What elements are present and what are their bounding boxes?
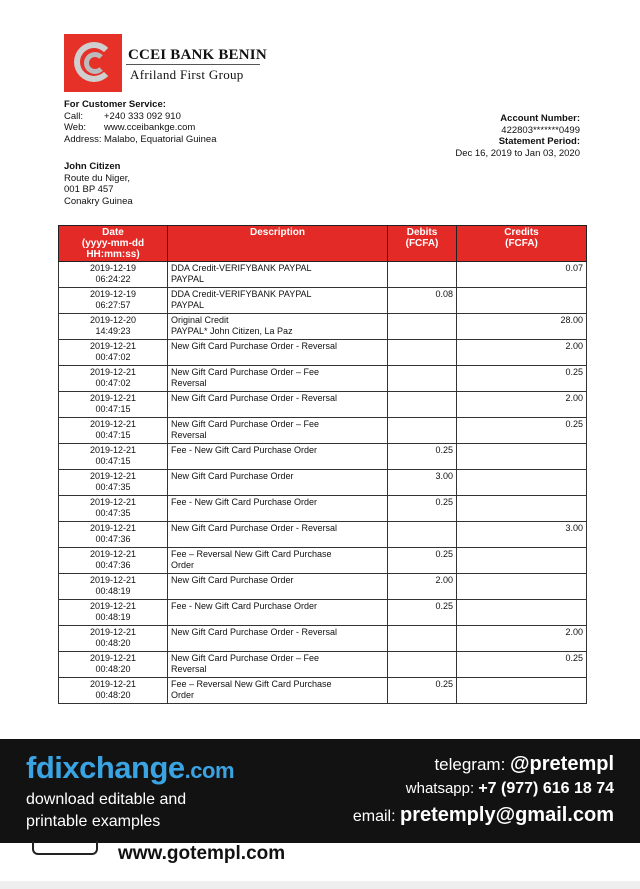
customer-service-heading: For Customer Service: — [64, 99, 166, 110]
logo-divider — [126, 64, 260, 65]
cell-debit — [388, 340, 457, 366]
cell-description — [168, 392, 388, 418]
promo-contacts — [353, 752, 614, 831]
cell-description — [168, 444, 388, 470]
cell-description-text: PAYPAL* John Citizen, La Paz — [171, 325, 293, 336]
cell-credit — [457, 340, 587, 366]
cell-date-text: 2019-12-21 — [89, 679, 137, 689]
cell-date — [59, 574, 168, 600]
bank-name: CCEI BANK BENIN — [128, 47, 267, 63]
cell-date-text: 2019-12-21 — [89, 523, 137, 533]
cell-description — [168, 262, 388, 288]
cell-description-text: New Gift Card Purchase Order - Reversal — [171, 341, 338, 351]
cell-date — [59, 366, 168, 392]
cell-date-text: 06:27:57 — [95, 299, 131, 310]
customer-address-line1: Route du Niger, — [64, 172, 131, 184]
cell-date — [59, 392, 168, 418]
cell-description-text: Order — [171, 689, 195, 700]
header-description — [168, 226, 388, 262]
address-value: Malabo, Equatorial Guinea — [104, 133, 217, 145]
web-value: www.cceibankge.com — [104, 122, 196, 133]
cell-description — [168, 366, 388, 392]
cell-description-text: Fee - New Gift Card Purchase Order — [171, 601, 318, 611]
header-description-label: Description — [249, 227, 305, 238]
cell-description — [168, 470, 388, 496]
promo-whatsapp[interactable] — [353, 777, 614, 801]
header-credits-line2: (FCFA) — [505, 238, 538, 249]
header-debits-line2: (FCFA) — [405, 238, 439, 249]
table-row — [59, 522, 587, 548]
cell-date — [59, 652, 168, 678]
cell-credit-text: 0.07 — [565, 263, 583, 273]
cell-date-text: 2019-12-21 — [89, 367, 137, 377]
cell-description-text: Fee – Reversal New Gift Card Purchase — [171, 679, 332, 689]
cell-credit-text: 0.25 — [565, 367, 583, 377]
customer-address — [64, 161, 133, 207]
cell-description-text: PAYPAL — [171, 299, 205, 310]
promo-tagline-line2: printable examples — [26, 813, 161, 830]
cell-debit — [388, 470, 457, 496]
address-row — [64, 134, 217, 146]
cell-debit — [388, 366, 457, 392]
cell-date-text: 2019-12-21 — [89, 393, 137, 403]
web-label: Web: — [64, 122, 87, 133]
table-header-row — [59, 226, 587, 262]
call-row — [64, 111, 217, 123]
cell-debit — [388, 262, 457, 288]
table-row — [59, 470, 587, 496]
cell-date-text: 2019-12-19 — [89, 289, 137, 299]
header-date-line1: Date — [102, 227, 124, 238]
cell-date-text: 2019-12-21 — [89, 627, 137, 637]
table-row — [59, 444, 587, 470]
promo-brand-domain: .com — [184, 758, 235, 783]
cell-date-text: 2019-12-20 — [89, 315, 137, 325]
bank-subtitle: Afriland First Group — [130, 67, 244, 82]
cell-debit — [388, 496, 457, 522]
cell-date — [59, 262, 168, 288]
cell-credit — [457, 366, 587, 392]
cell-date — [59, 626, 168, 652]
table-row — [59, 288, 587, 314]
account-info — [455, 113, 580, 159]
cell-credit — [457, 392, 587, 418]
cell-debit — [388, 574, 457, 600]
table-row — [59, 678, 587, 704]
cell-description-text: New Gift Card Purchase Order - Reversal — [171, 393, 338, 403]
email-value: pretemply@gmail.com — [399, 804, 614, 826]
web-row — [64, 122, 217, 134]
cell-date-text: 00:47:02 — [95, 377, 131, 388]
cell-date-text: 00:47:36 — [95, 559, 131, 570]
promo-telegram[interactable] — [353, 752, 614, 777]
cell-date-text: 2019-12-21 — [89, 601, 137, 611]
promo-email[interactable] — [353, 801, 614, 831]
cell-description — [168, 626, 388, 652]
cell-date — [59, 288, 168, 314]
cell-date-text: 2019-12-21 — [89, 549, 137, 559]
header-credits-line1: Credits — [504, 227, 539, 238]
cell-debit-text: 0.25 — [435, 679, 453, 689]
promo-tagline — [26, 789, 186, 833]
cell-credit — [457, 626, 587, 652]
table-row — [59, 392, 587, 418]
call-label: Call: — [64, 110, 84, 122]
header-date-line2: (yyyy-mm-dd — [81, 238, 145, 249]
cell-description-text: PAYPAL — [171, 273, 205, 284]
cell-description-text: New Gift Card Purchase Order - Reversal — [171, 627, 338, 637]
cell-date — [59, 678, 168, 704]
cell-description-text: New Gift Card Purchase Order - Reversal — [171, 523, 338, 533]
cell-description-text: Order — [171, 559, 195, 570]
cell-date — [59, 418, 168, 444]
cell-date-text: 00:47:15 — [95, 455, 131, 466]
table-row — [59, 626, 587, 652]
cell-date-text: 00:48:20 — [95, 637, 131, 648]
telegram-label: telegram: — [434, 755, 511, 774]
cell-credit — [457, 314, 587, 340]
customer-address-line3: Conakry Guinea — [64, 195, 133, 207]
cell-debit — [388, 600, 457, 626]
cell-description-text: Fee - New Gift Card Purchase Order — [171, 445, 318, 455]
cell-debit-text: 0.25 — [435, 445, 453, 455]
cell-description-text: New Gift Card Purchase Order – Fee — [171, 653, 320, 663]
cell-credit — [457, 522, 587, 548]
cell-credit — [457, 678, 587, 704]
bottom-bar — [0, 881, 640, 889]
cell-date — [59, 600, 168, 626]
promo-brand[interactable] — [26, 750, 234, 786]
header-credits — [457, 226, 587, 262]
cell-description-text: New Gift Card Purchase Order – Fee — [171, 419, 320, 429]
cell-description — [168, 652, 388, 678]
cell-date-text: 00:48:20 — [95, 689, 131, 700]
cell-description — [168, 340, 388, 366]
whatsapp-value: +7 (977) 616 18 74 — [478, 780, 614, 797]
cell-description — [168, 522, 388, 548]
cell-credit-text: 3.00 — [565, 523, 583, 533]
cell-description-text: Original Credit — [171, 315, 229, 325]
table-row — [59, 652, 587, 678]
customer-address-line2: 001 BP 457 — [64, 184, 114, 195]
cell-debit — [388, 626, 457, 652]
cell-description-text: DDA Credit-VERIFYBANK PAYPAL — [171, 289, 312, 299]
cell-date-text: 2019-12-21 — [89, 653, 137, 663]
cell-description-text: Reversal — [171, 377, 207, 388]
cell-credit — [457, 444, 587, 470]
telegram-value: @pretempl — [510, 753, 614, 775]
cell-date-text: 14:49:23 — [95, 325, 131, 336]
cell-credit-text: 0.25 — [565, 653, 583, 663]
header-date — [59, 226, 168, 262]
laptop-icon — [32, 841, 98, 855]
cell-debit-text: 0.25 — [435, 497, 453, 507]
cell-date — [59, 340, 168, 366]
header-date-line3: HH:mm:ss) — [86, 249, 140, 260]
cell-debit — [388, 418, 457, 444]
cell-date — [59, 470, 168, 496]
transactions-table — [58, 225, 587, 704]
cell-credit — [457, 288, 587, 314]
cell-date-text: 00:47:35 — [95, 481, 131, 492]
table-row — [59, 340, 587, 366]
cell-date-text: 2019-12-21 — [89, 419, 137, 429]
cell-date — [59, 548, 168, 574]
cell-debit — [388, 548, 457, 574]
cell-credit — [457, 470, 587, 496]
cell-debit-text: 0.25 — [435, 549, 453, 559]
account-number-label: Account Number: — [500, 113, 580, 124]
email-label: email: — [352, 808, 400, 825]
cell-date-text: 2019-12-19 — [89, 263, 137, 273]
cell-debit-text: 0.08 — [435, 289, 453, 299]
cell-debit — [388, 288, 457, 314]
table-row — [59, 600, 587, 626]
bank-logo-arc-inner — [84, 52, 106, 74]
cell-date-text: 00:47:15 — [95, 429, 131, 440]
cell-description-text: New Gift Card Purchase Order — [171, 575, 294, 585]
cell-date-text: 06:24:22 — [95, 273, 131, 284]
cell-date-text: 00:48:20 — [95, 663, 131, 674]
cell-credit — [457, 548, 587, 574]
cell-description — [168, 574, 388, 600]
cell-credit-text: 28.00 — [560, 315, 583, 325]
table-row — [59, 548, 587, 574]
promo-tagline-line1: download editable and — [26, 791, 187, 808]
cell-description-text: Reversal — [171, 663, 207, 674]
promo-brand-name: fdixchange — [26, 750, 185, 785]
cell-description — [168, 418, 388, 444]
cell-debit-text: 0.25 — [435, 601, 453, 611]
cell-description — [168, 288, 388, 314]
customer-service-block — [64, 99, 217, 145]
statement-period-label: Statement Period: — [498, 136, 580, 147]
cell-description-text: New Gift Card Purchase Order – Fee — [171, 367, 320, 377]
whatsapp-label: whatsapp: — [405, 780, 479, 797]
cell-date — [59, 522, 168, 548]
cell-description-text: Reversal — [171, 429, 207, 440]
cell-date-text: 2019-12-21 — [89, 471, 137, 481]
cell-credit — [457, 496, 587, 522]
cell-credit — [457, 262, 587, 288]
cell-date — [59, 444, 168, 470]
cell-debit — [388, 314, 457, 340]
cell-description-text: Fee - New Gift Card Purchase Order — [171, 497, 318, 507]
cell-date-text: 2019-12-21 — [89, 341, 137, 351]
cell-date-text: 00:47:02 — [95, 351, 131, 362]
cell-description — [168, 678, 388, 704]
website-link[interactable]: www.gotempl.com — [118, 843, 286, 864]
table-row — [59, 418, 587, 444]
cell-debit — [388, 522, 457, 548]
address-label: Address: — [64, 133, 102, 145]
cell-debit-text: 2.00 — [435, 575, 453, 585]
cell-description — [168, 496, 388, 522]
cell-credit — [457, 418, 587, 444]
cell-credit-text: 0.25 — [565, 419, 583, 429]
cell-description — [168, 600, 388, 626]
cell-debit — [388, 444, 457, 470]
table-row — [59, 366, 587, 392]
cell-description-text: DDA Credit-VERIFYBANK PAYPAL — [171, 263, 312, 273]
cell-credit — [457, 652, 587, 678]
table-row — [59, 314, 587, 340]
cell-debit — [388, 678, 457, 704]
cell-date-text: 00:47:36 — [95, 533, 131, 544]
cell-date-text: 2019-12-21 — [89, 575, 137, 585]
cell-credit-text: 2.00 — [565, 393, 583, 403]
statement-period-value: Dec 16, 2019 to Jan 03, 2020 — [455, 147, 580, 159]
table-row — [59, 574, 587, 600]
cell-date — [59, 314, 168, 340]
table-row — [59, 262, 587, 288]
cell-credit — [457, 574, 587, 600]
cell-description — [168, 314, 388, 340]
header-debits — [388, 226, 457, 262]
cell-credit-text: 2.00 — [565, 627, 583, 637]
cell-date-text: 2019-12-21 — [89, 497, 137, 507]
cell-debit — [388, 392, 457, 418]
cell-date-text: 00:48:19 — [95, 585, 131, 596]
cell-date — [59, 496, 168, 522]
cell-description-text: Fee – Reversal New Gift Card Purchase — [171, 549, 332, 559]
header-debits-line1: Debits — [406, 227, 438, 238]
cell-date-text: 00:47:15 — [95, 403, 131, 414]
customer-name: John Citizen — [64, 161, 121, 172]
account-number-value: 422803*******0499 — [501, 124, 580, 136]
table-row — [59, 496, 587, 522]
cell-date-text: 00:47:35 — [95, 507, 131, 518]
cell-debit-text: 3.00 — [435, 471, 453, 481]
cell-credit — [457, 600, 587, 626]
cell-description-text: New Gift Card Purchase Order — [171, 471, 294, 481]
cell-date-text: 2019-12-21 — [89, 445, 137, 455]
cell-debit — [388, 652, 457, 678]
call-value: +240 333 092 910 — [104, 110, 181, 122]
cell-date-text: 00:48:19 — [95, 611, 131, 622]
cell-credit-text: 2.00 — [565, 341, 583, 351]
cell-description — [168, 548, 388, 574]
